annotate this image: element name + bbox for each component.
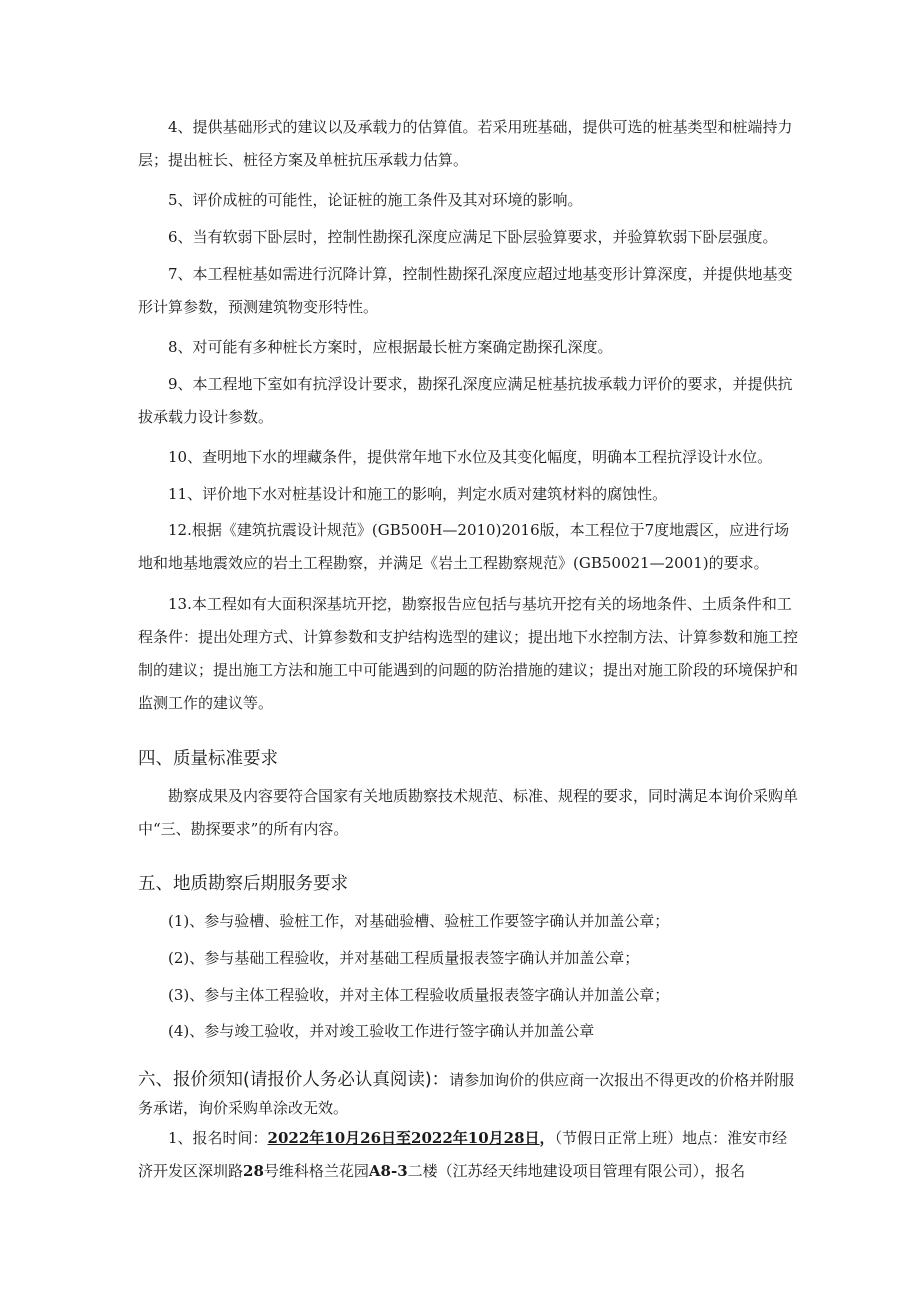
section-6-paragraph xyxy=(138,1066,798,1122)
requirement-item-12: 12.根据《建筑抗震设计规范》(GB500H—2010)2016版，本工程位于7度地震区，应进行场地和地基地震效应的岩土工程勘察，并满足《岩土工程勘察规范》(GB50021—2001)的要求。 xyxy=(138,521,790,572)
registration-building: A8-3 xyxy=(368,1162,408,1180)
requirement-item-7: 7、本工程桩基如需进行沉降计算，控制性勘探孔深度应超过地基变形计算深度，并提供地基变形计算参数，预测建筑物变形特性。 xyxy=(138,265,793,316)
registration-location-2: 号维科格兰花园 xyxy=(263,1162,369,1180)
section-5-heading: 五、地质勘察后期服务要求 xyxy=(138,874,348,894)
requirement-item-9: 9、本工程地下室如有抗浮设计要求，勘探孔深度应满足桩基抗拔承载力评价的要求，并提供抗拔承载力设计参数。 xyxy=(138,375,793,426)
service-item-3: (3)、参与主体工程验收，并对主体工程验收质量报表签字确认并加盖公章； xyxy=(168,986,670,1004)
requirement-item-6: 6、当有软弱下卧层时，控制性勘探孔深度应满足下卧层验算要求，并验算软弱下卧层强度。 xyxy=(168,228,778,246)
requirement-item-8: 8、对可能有多种桩长方案时，应根据最长桩方案确定勘探孔深度。 xyxy=(168,338,613,356)
registration-dates: 2022年10月26日至2022年10月28日 xyxy=(267,1129,540,1147)
requirement-item-10: 10、查明地下水的埋藏条件，提供常年地下水位及其变化幅度，明确本工程抗浮设计水位。 xyxy=(168,448,773,466)
registration-paragraph xyxy=(138,1122,798,1188)
registration-location-3: 二楼（江苏经天纬地建设项目管理有限公司），报名 xyxy=(407,1162,746,1180)
service-item-2: (2)、参与基础工程验收，并对基础工程质量报表签字确认并加盖公章； xyxy=(168,949,640,967)
registration-location: （节假日正常上班）地点：淮安市经济开发区深圳路 xyxy=(138,1129,788,1180)
section-4-heading: 四、质量标准要求 xyxy=(138,749,278,769)
requirement-item-11: 11、评价地下水对桩基设计和施工的影响，判定水质对建筑材料的腐蚀性。 xyxy=(168,485,668,503)
requirement-item-5: 5、评价成桩的可能性，论证桩的施工条件及其对环境的影响。 xyxy=(168,191,583,209)
registration-comma: ， xyxy=(539,1129,555,1147)
section-6-heading: 六、报价须知(请报价人务必认真阅读)： xyxy=(138,1070,450,1090)
service-item-4: (4)、参与竣工验收，并对竣工验收工作进行签字确认并加盖公章 xyxy=(168,1022,595,1040)
registration-road-number: 28 xyxy=(243,1162,264,1180)
requirement-item-4: 4、提供基础形式的建议以及承载力的估算值。若采用班基础，提供可选的桩基类型和桩端持力层；提出桩长、桩径方案及单桩抗压承载力估算。 xyxy=(138,118,793,169)
section-6-body: 请参加询价的供应商一次报出不得更改的价格并附服务承诺，询价采购单涂改无效。 xyxy=(138,1071,795,1117)
section-4-body: 勘察成果及内容要符合国家有关地质勘察技术规范、标准、规程的要求，同时满足本询价采购单中“三、勘探要求”的所有内容。 xyxy=(138,787,799,838)
requirement-item-13: 13.本工程如有大面积深基坑开挖，勘察报告应包括与基坑开挖有关的场地条件、土质条件和工程条件：提出处理方式、计算参数和支护结构选型的建议；提出地下水控制方法、计算参数和施工控制的建议；提出施工方法和施工中可能遇到的问题的防治措施的建议；提出对施工阶段的环境保护和监测工作的建议等。 xyxy=(138,595,799,712)
registration-label: 1、报名时间： xyxy=(168,1129,268,1147)
service-item-1: (1)、参与验槽、验桩工作，对基础验槽、验桩工作要签字确认并加盖公章； xyxy=(168,912,670,930)
